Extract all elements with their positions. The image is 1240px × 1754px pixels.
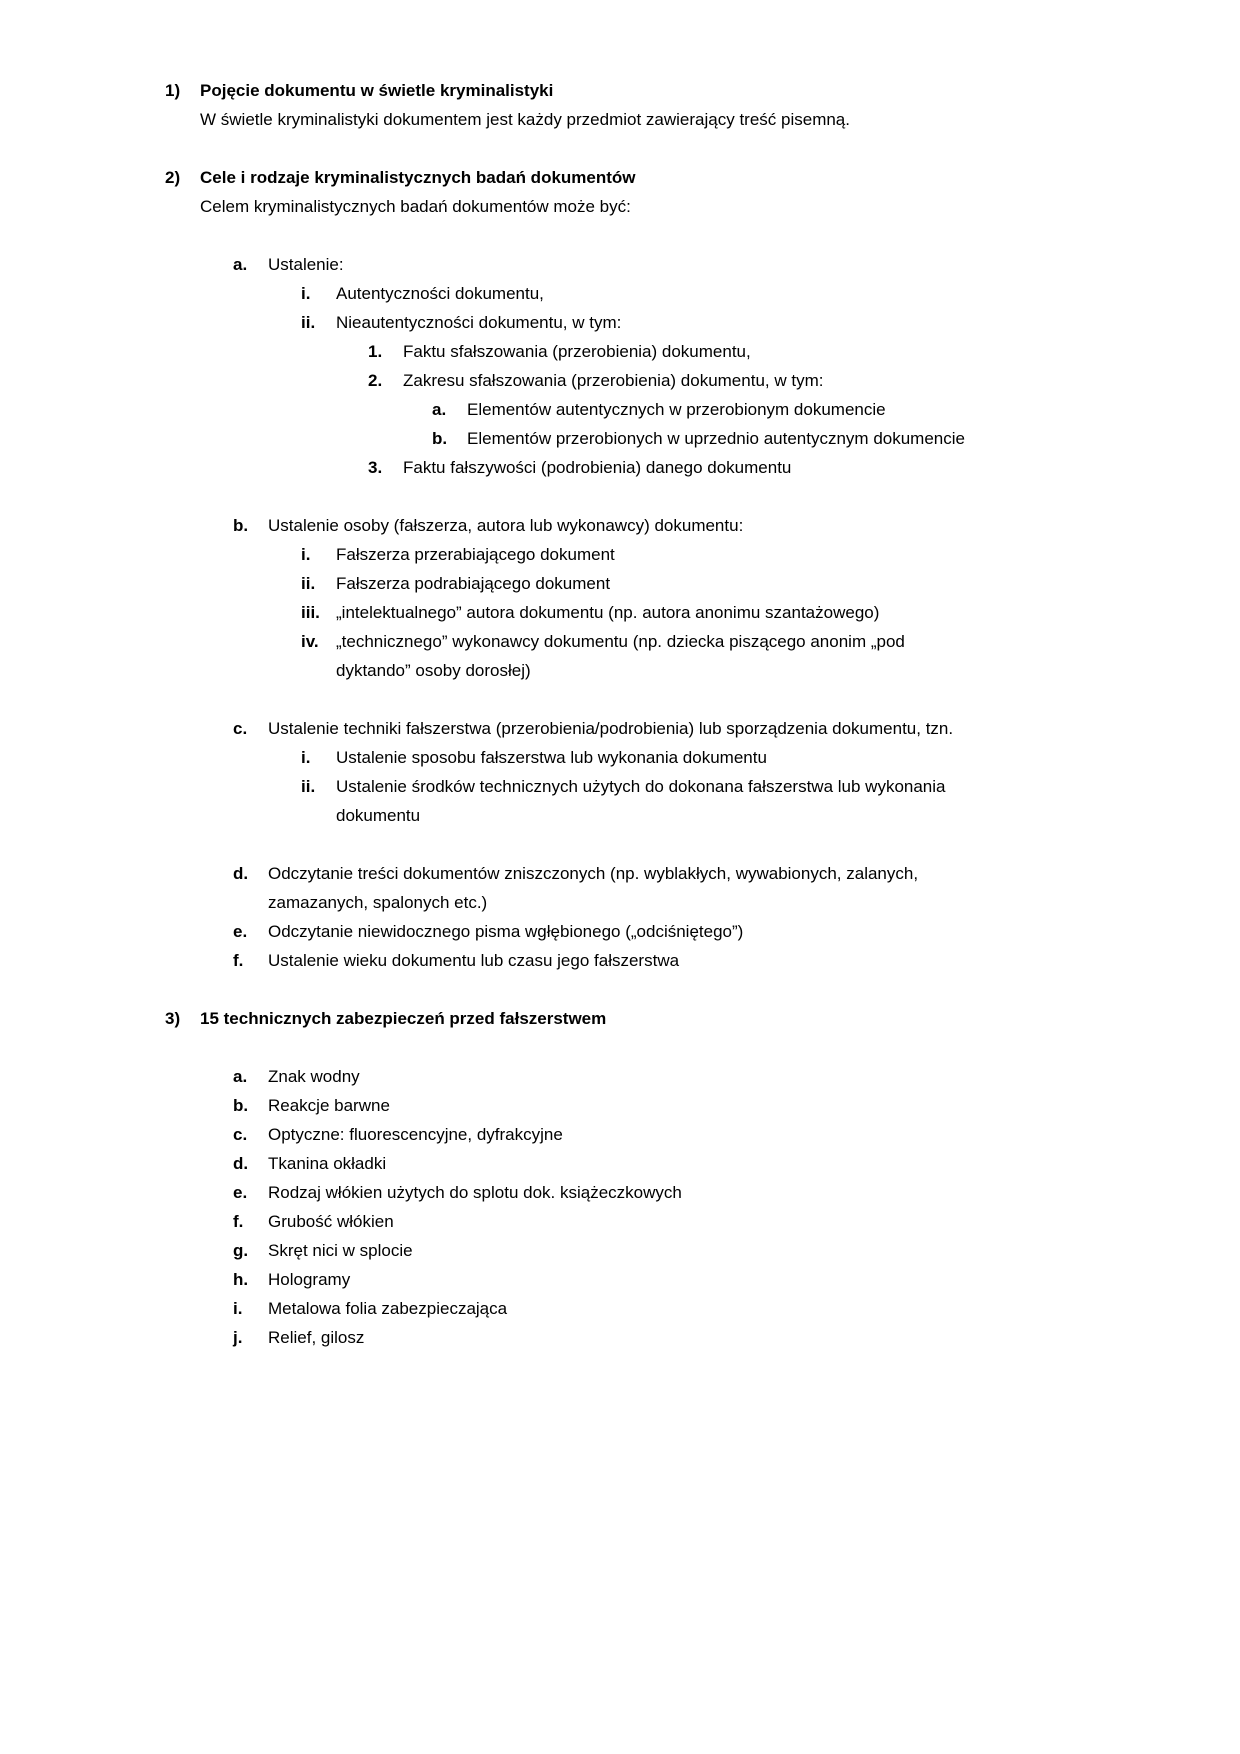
- list-item: [233, 859, 978, 917]
- list-item-marker: iv.: [301, 632, 319, 651]
- list-item-text: Ustalenie sposobu fałszerstwa lub wykonania dokumentu: [336, 748, 767, 767]
- list-item-marker: b.: [233, 516, 249, 535]
- list-item: [233, 1294, 978, 1323]
- list-item-marker: 2.: [368, 371, 383, 390]
- list-item-marker: a.: [233, 1067, 248, 1086]
- list-item-text: Fałszerza podrabiającego dokument: [336, 574, 611, 593]
- list-item: [165, 192, 978, 221]
- list-item: [368, 453, 978, 482]
- list-item: [233, 917, 978, 946]
- list-item-marker: c.: [233, 719, 248, 738]
- list-item: [301, 569, 978, 598]
- list-item-text: Skręt nici w splocie: [268, 1241, 413, 1260]
- list-item: [301, 743, 978, 772]
- list-item-text: Faktu sfałszowania (przerobienia) dokumentu,: [403, 342, 751, 361]
- list-item: [165, 163, 978, 192]
- list-item-marker: c.: [233, 1125, 248, 1144]
- list-item: [301, 308, 978, 337]
- list-item-text: Ustalenie:: [268, 255, 344, 274]
- list-item-marker: f.: [233, 951, 244, 970]
- list-item-text: Fałszerza przerabiającego dokument: [336, 545, 615, 564]
- list-item-marker: ii.: [301, 313, 316, 332]
- list-item: [301, 627, 978, 685]
- list-item-text: Odczytanie treści dokumentów zniszczonych (np. wyblakłych, wywabionych, zalanych, zamazanych, spalonych etc.): [268, 864, 919, 912]
- list-item: [368, 366, 978, 395]
- list-item-marker: h.: [233, 1270, 249, 1289]
- list-item-text: Ustalenie środków technicznych użytych do dokonana fałszerstwa lub wykonania dokumentu: [336, 777, 946, 825]
- list-item: [301, 598, 978, 627]
- list-item: [165, 105, 978, 134]
- list-item: [368, 337, 978, 366]
- list-item-marker: b.: [233, 1096, 249, 1115]
- list-item-text: Ustalenie wieku dokumentu lub czasu jego fałszerstwa: [268, 951, 680, 970]
- list-item: [233, 1265, 978, 1294]
- list-item-marker: ii.: [301, 777, 316, 796]
- list-item-text: Reakcje barwne: [268, 1096, 390, 1115]
- list-item-text: Pojęcie dokumentu w świetle kryminalistyki: [200, 81, 554, 100]
- list-item-marker: ii.: [301, 574, 316, 593]
- list-item: [233, 1323, 978, 1352]
- list-item: [432, 424, 978, 453]
- document-outline-list: [165, 76, 978, 1352]
- list-item-marker: i.: [301, 545, 311, 564]
- list-item: [301, 772, 978, 830]
- list-item: [233, 1236, 978, 1265]
- list-item-text: Autentyczności dokumentu,: [336, 284, 544, 303]
- list-item-text: Odczytanie niewidocznego pisma wgłębionego („odciśniętego”): [268, 922, 744, 941]
- list-item-marker: i.: [301, 748, 311, 767]
- list-item: [233, 1120, 978, 1149]
- list-item: [165, 1004, 978, 1033]
- list-item-text: Relief, gilosz: [268, 1328, 365, 1347]
- list-item-marker: i.: [233, 1299, 243, 1318]
- list-item-marker: 3): [165, 1009, 181, 1028]
- list-item-marker: e.: [233, 922, 248, 941]
- list-item: [233, 511, 978, 540]
- list-item-text: „technicznego” wykonawcy dokumentu (np. dziecka piszącego anonim „pod dyktando” osoby dorosłej): [336, 632, 905, 680]
- list-item-marker: d.: [233, 1154, 249, 1173]
- list-item-text: Optyczne: fluorescencyjne, dyfrakcyjne: [268, 1125, 563, 1144]
- list-item-text: Tkanina okładki: [268, 1154, 387, 1173]
- list-item-text: Nieautentyczności dokumentu, w tym:: [336, 313, 622, 332]
- list-item: [233, 1149, 978, 1178]
- list-item-marker: f.: [233, 1212, 244, 1231]
- list-item: [233, 946, 978, 975]
- list-item-text: Celem kryminalistycznych badań dokumentów może być:: [200, 197, 631, 216]
- list-item-text: Ustalenie osoby (fałszerza, autora lub wykonawcy) dokumentu:: [268, 516, 744, 535]
- list-item: [301, 540, 978, 569]
- list-item-marker: e.: [233, 1183, 248, 1202]
- list-item: [432, 395, 978, 424]
- list-item-text: Grubość włókien: [268, 1212, 394, 1231]
- list-item-text: „intelektualnego” autora dokumentu (np. autora anonimu szantażowego): [336, 603, 880, 622]
- list-item-text: Hologramy: [268, 1270, 351, 1289]
- list-item-text: 15 technicznych zabezpieczeń przed fałszerstwem: [200, 1009, 607, 1028]
- list-item: [233, 1178, 978, 1207]
- list-item-marker: 3.: [368, 458, 383, 477]
- list-item-marker: a.: [432, 400, 447, 419]
- list-item-text: Znak wodny: [268, 1067, 360, 1086]
- list-item-text: Metalowa folia zabezpieczająca: [268, 1299, 508, 1318]
- list-item-text: W świetle kryminalistyki dokumentem jest każdy przedmiot zawierający treść pisemną.: [200, 110, 850, 129]
- list-item-marker: 2): [165, 168, 181, 187]
- list-item-marker: d.: [233, 864, 249, 883]
- list-item-text: Elementów autentycznych w przerobionym dokumencie: [467, 400, 886, 419]
- list-item-text: Faktu fałszywości (podrobienia) danego dokumentu: [403, 458, 792, 477]
- list-item-marker: 1): [165, 81, 181, 100]
- list-item: [233, 250, 978, 279]
- list-item-marker: i.: [301, 284, 311, 303]
- list-item: [233, 1207, 978, 1236]
- list-item-text: Ustalenie techniki fałszerstwa (przerobienia/podrobienia) lub sporządzenia dokumentu, tzn.: [268, 719, 954, 738]
- list-item-marker: 1.: [368, 342, 383, 361]
- list-item-text: Elementów przerobionych w uprzednio autentycznym dokumencie: [467, 429, 965, 448]
- list-item-marker: b.: [432, 429, 448, 448]
- list-item: [233, 714, 978, 743]
- list-item-marker: a.: [233, 255, 248, 274]
- list-item-text: Cele i rodzaje kryminalistycznych badań dokumentów: [200, 168, 636, 187]
- list-item: [165, 76, 978, 105]
- list-item-text: Rodzaj włókien użytych do splotu dok. książeczkowych: [268, 1183, 682, 1202]
- list-item-text: Zakresu sfałszowania (przerobienia) dokumentu, w tym:: [403, 371, 824, 390]
- list-item-marker: iii.: [301, 603, 320, 622]
- list-item: [233, 1062, 978, 1091]
- list-item-marker: j.: [233, 1328, 243, 1347]
- list-item: [233, 1091, 978, 1120]
- list-item: [301, 279, 978, 308]
- list-item-marker: g.: [233, 1241, 249, 1260]
